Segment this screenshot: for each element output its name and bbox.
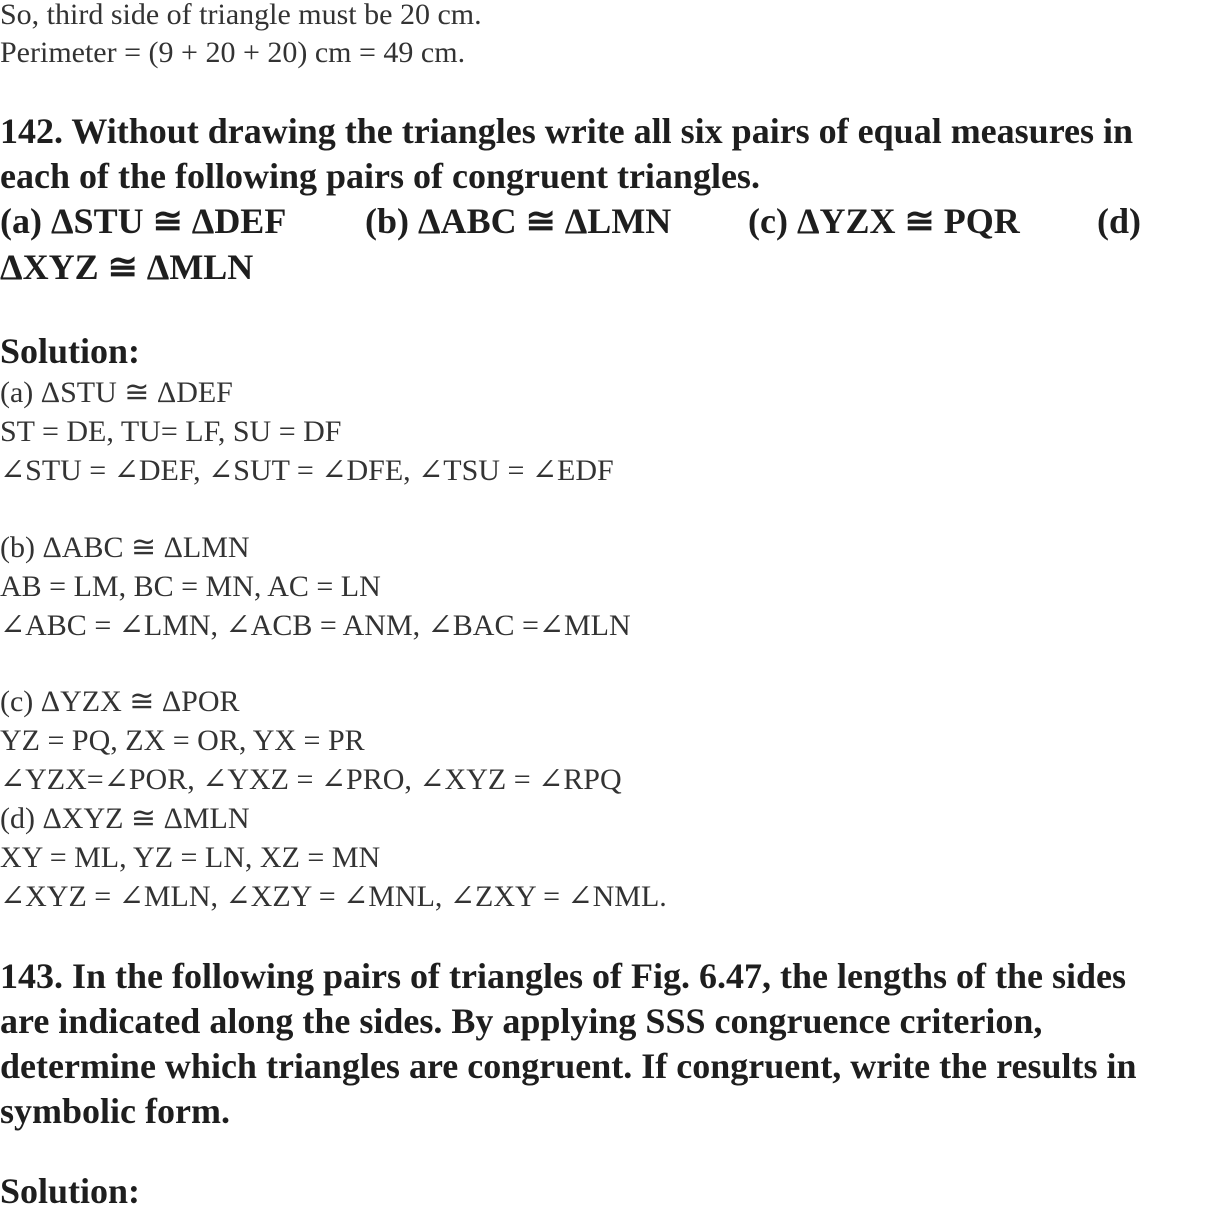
solution-142-heading: Solution: — [0, 331, 141, 371]
solution-142-b-title: (b) ΔABC ≅ ΔLMN — [0, 531, 250, 564]
question-142-option-a: (a) ΔSTU ≅ ΔDEF — [0, 201, 287, 241]
solution-142-a-angles: ∠STU = ∠DEF, ∠SUT = ∠DFE, ∠TSU = ∠EDF — [0, 454, 614, 487]
solution-142-b-angles: ∠ABC = ∠LMN, ∠ACB = ANM, ∠BAC =∠MLN — [0, 609, 631, 642]
question-142-option-d: (d) — [1097, 201, 1141, 241]
question-142-line-2: each of the following pairs of congruent triangles. — [0, 156, 760, 196]
prev-solution-line-2: Perimeter = (9 + 20 + 20) cm = 49 cm. — [0, 36, 466, 69]
question-143-line-2: are indicated along the sides. By applying SSS congruence criterion, — [0, 1001, 1043, 1041]
solution-142-a-title: (a) ΔSTU ≅ ΔDEF — [0, 376, 233, 409]
solution-142-b-sides: AB = LM, BC = MN, AC = LN — [0, 570, 381, 603]
solution-142-c-angles: ∠YZX=∠POR, ∠YXZ = ∠PRO, ∠XYZ = ∠RPQ — [0, 763, 622, 796]
solution-142-d-title: (d) ΔXYZ ≅ ΔMLN — [0, 802, 250, 835]
solution-142-c-title: (c) ΔYZX ≅ ΔPOR — [0, 685, 240, 718]
question-143-line-4: symbolic form. — [0, 1091, 230, 1131]
solution-142-c-sides: YZ = PQ, ZX = OR, YX = PR — [0, 724, 365, 757]
question-142-option-b: (b) ΔABC ≅ ΔLMN — [365, 201, 672, 241]
solution-142-a-sides: ST = DE, TU= LF, SU = DF — [0, 415, 342, 448]
question-142-line-4: ΔXYZ ≅ ΔMLN — [0, 247, 254, 287]
solution-142-d-sides: XY = ML, YZ = LN, XZ = MN — [0, 841, 381, 874]
question-142-line-1: 142. Without drawing the triangles write all six pairs of equal measures in — [0, 111, 1134, 151]
solution-143-heading: Solution: — [0, 1171, 141, 1211]
question-142-option-c: (c) ΔYZX ≅ PQR — [748, 201, 1020, 241]
question-142-options — [0, 203, 1227, 243]
question-143-line-1: 143. In the following pairs of triangles of Fig. 6.47, the lengths of the sides — [0, 956, 1127, 996]
solution-142-d-angles: ∠XYZ = ∠MLN, ∠XZY = ∠MNL, ∠ZXY = ∠NML. — [0, 880, 667, 913]
question-143-line-3: determine which triangles are congruent. If congruent, write the results in — [0, 1046, 1137, 1086]
prev-solution-line-1: So, third side of triangle must be 20 cm. — [0, 0, 482, 31]
